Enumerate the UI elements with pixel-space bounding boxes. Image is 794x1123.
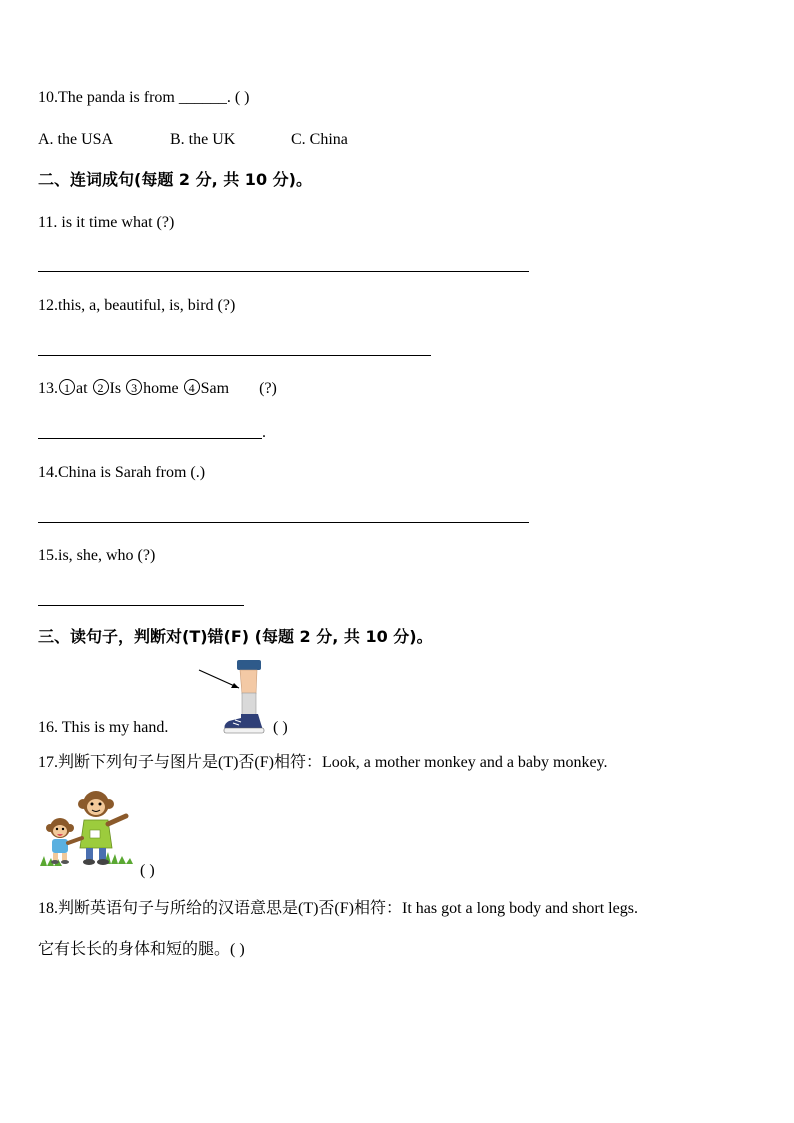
q11-text: 11. is it time what (?) xyxy=(38,214,175,231)
q13-mark-2: 2 xyxy=(93,379,109,395)
q13-word-2: Is xyxy=(109,380,122,397)
q13-answer-line[interactable] xyxy=(38,438,262,439)
sneaker-upper xyxy=(225,714,264,730)
q15-text: 15.is, she, who (?) xyxy=(38,547,156,564)
q12-text: 12.this, a, beautiful, is, bird (?) xyxy=(38,297,236,314)
sneaker-sole xyxy=(224,728,264,733)
q10-option-c: C. China xyxy=(291,131,348,148)
q16-answer-bracket[interactable]: ( ) xyxy=(273,719,288,736)
trouser-cuff xyxy=(237,660,261,670)
mother-monkey-arm xyxy=(108,816,126,824)
q18-translation[interactable]: 它有长长的身体和短的腿。( ) xyxy=(38,941,245,958)
q10-option-b: B. the UK xyxy=(170,131,236,148)
section2-heading: 二、连词成句(每题 2 分, 共 10 分)。 xyxy=(38,170,312,189)
q13-prefix: 13. xyxy=(38,380,58,397)
baby-monkey-shirt xyxy=(52,839,68,853)
q14-text: 14.China is Sarah from (.) xyxy=(38,464,206,481)
q15-answer-line[interactable] xyxy=(38,605,244,606)
q13-period: . xyxy=(262,424,266,441)
q13-suffix: (?) xyxy=(259,380,277,397)
sock xyxy=(242,693,256,715)
q13-mark-1: 1 xyxy=(59,379,75,395)
q13-word-3: home xyxy=(143,380,179,397)
q13-word-1: at xyxy=(76,380,88,397)
q13-word-4: Sam xyxy=(200,380,230,397)
q13-mark-3: 3 xyxy=(126,379,142,395)
q17-text: 17.判断下列句子与图片是(T)否(F)相符：Look, a mother monkey and a baby monkey. xyxy=(38,754,608,771)
q13-mark-4: 4 xyxy=(184,379,200,395)
leg-skin xyxy=(240,670,257,694)
q18-text: 18.判断英语句子与所给的汉语意思是(T)否(F)相符：It has got a long body and short legs. xyxy=(38,900,638,917)
q17-answer-bracket[interactable]: ( ) xyxy=(140,862,155,879)
q13-text xyxy=(38,379,277,399)
section3-heading: 三、读句子，判断对(T)错(F) (每题 2 分, 共 10 分)。 xyxy=(38,627,433,646)
monkeys-illustration xyxy=(38,788,138,870)
q14-answer-line[interactable] xyxy=(38,522,529,523)
leg-foot-illustration xyxy=(195,658,270,736)
q10-question: 10.The panda is from ______. ( ) xyxy=(38,89,250,106)
q11-answer-line[interactable] xyxy=(38,271,529,272)
q10-option-a: A. the USA xyxy=(38,131,114,148)
grass-left xyxy=(40,856,62,866)
q16-text: 16. This is my hand. xyxy=(38,719,169,736)
q12-answer-line[interactable] xyxy=(38,355,431,356)
